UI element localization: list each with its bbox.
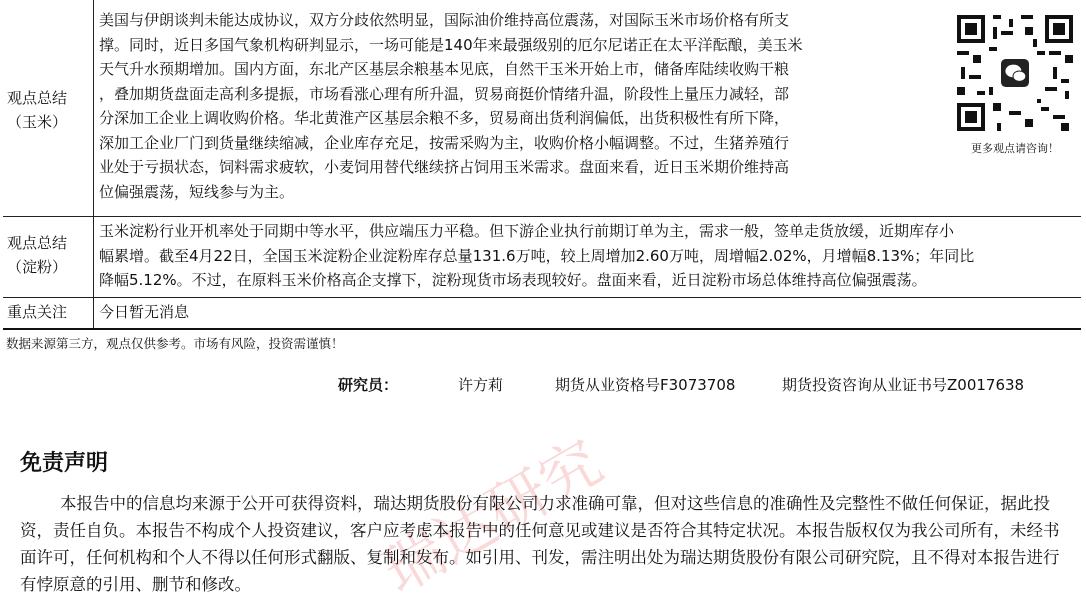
table-row-focus xyxy=(3,298,1081,330)
text-line: 幅累增。截至4月22日，全国玉米淀粉企业淀粉库存总量131.6万吨，较上周增加2.60万吨，周增幅2.02%，月增幅8.13%；年同比 xyxy=(99,246,975,265)
column-divider xyxy=(93,217,94,297)
table-row-starch xyxy=(3,217,1081,298)
text-line: 玉米淀粉行业开机率处于同期中等水平，供应端压力平稳。但下游企业执行前期订单为主，需求一般，签单走货放缓，近期库存小 xyxy=(99,222,955,240)
disclaimer-title: 免责声明 xyxy=(20,451,109,476)
futures-license: 期货从业资格号F3073708 xyxy=(555,376,736,394)
column-divider xyxy=(93,298,94,328)
researcher-name: 许方莉 xyxy=(458,376,504,394)
consult-license: 期货投资咨询从业证书号Z0017638 xyxy=(782,376,1025,394)
summary-table xyxy=(3,0,1081,330)
watermark-text: 瑞达研究 xyxy=(371,427,614,608)
row-content-focus xyxy=(99,300,189,325)
text-line: 分深加工企业上调收购价格。华北黄淮产区基层余粮不多，贸易商出货利润偏低，出货积极性有所下降， xyxy=(99,109,790,127)
risk-note: 数据来源第三方，观点仅供参考。市场有风险，投资需谨慎！ xyxy=(6,336,344,351)
text-line: ，叠加期货盘面走高利多提振，市场看涨心理有所升温，贸易商挺价情绪升温，阶段性上量压力减轻，部 xyxy=(99,84,790,103)
row-content-starch xyxy=(99,219,974,293)
text-line: 位偏强震荡，短线参与为主。 xyxy=(99,182,295,201)
row-content-corn xyxy=(99,8,899,204)
table-row-corn xyxy=(3,0,1081,217)
qr-code xyxy=(957,14,1073,132)
text-line: 业处于亏损状态，饲料需求疲软，小麦饲用替代继续挤占饲用玉米需求。盘面来看，近日玉米期价维持高 xyxy=(99,158,790,176)
text-line: 深加工企业厂门到货量继续缩减，企业库存充足，按需采购为主，收购价格小幅调整。不过，生猪养殖行 xyxy=(99,133,790,152)
text-line: 降幅5.12%。不过，在原料玉米价格高企支撑下，淀粉现货市场表现较好。盘面来看，近日淀粉市场总体维持高位偏强震荡。 xyxy=(99,271,927,289)
row-label-corn: 观点总结（玉米） xyxy=(7,89,68,131)
text-line: 撑。同时，近日多国气象机构研判显示，一场可能是140年来最强级别的厄尔尼诺正在太平洋酝酿，美玉米 xyxy=(99,35,803,54)
row-label-starch: 观点总结（淀粉） xyxy=(7,234,68,276)
disclaimer-body: 本报告中的信息均来源于公开可获得资料，瑞达期货股份有限公司力求准确可靠，但对这些信息的准确性及完整性不做任何保证，据此投资，责任自负。本报告不构成个人投资建议，客户应考虑本报告中的任何意见或建议是否符合其特定状况。本报告版权仅为我公司所有，未经书面许可，任何机构和个人不得以任何形式翻版、复制和发布。如引用、刊发，需注明出处为瑞达期货股份有限公司研究院，且不得对本报告进行有悖原意的引用、删节和修改。 xyxy=(20,494,1060,594)
text-line: 天气升水预期增加。国内方面，东北产区基层余粮基本见底，自然干玉米开始上市，储备库陆续收购干粮 xyxy=(99,60,790,78)
researcher-title: 研究员： xyxy=(338,376,399,394)
column-divider xyxy=(93,0,94,216)
text-line: 美国与伊朗谈判未能达成协议，双方分歧依然明显，国际油价维持高位震荡，对国际玉米市场价格有所支 xyxy=(99,11,790,29)
qr-caption: 更多观点请咨询！ xyxy=(971,142,1059,155)
row-label-focus: 重点关注 xyxy=(7,303,68,321)
text-line: 今日暂无消息 xyxy=(99,303,190,321)
